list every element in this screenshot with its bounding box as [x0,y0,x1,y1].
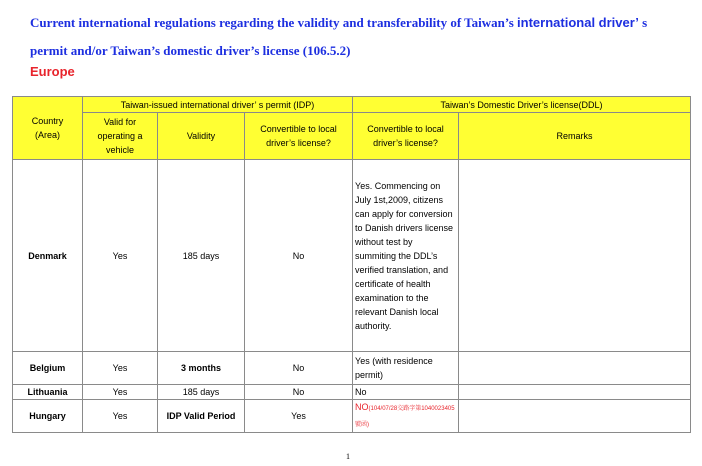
remarks-cell [459,352,691,385]
validity-cell: 185 days [158,385,245,400]
valid-cell: Yes [83,352,158,385]
convertible-idp-cell: Yes [245,400,353,433]
hungary-ddl-reference: (104/07/28交路字第1040023405號函) [355,406,455,428]
table-row [13,352,691,385]
validity-cell: IDP Valid Period [158,400,245,433]
valid-cell: Yes [83,400,158,433]
remarks-cell [459,160,691,352]
title-line-1 [30,9,690,37]
title-text-c: s [638,15,648,30]
header-row-2 [13,113,691,160]
remarks-cell [459,400,691,433]
country-cell: Belgium [13,352,83,385]
header-ddl-group: Taiwan’s Domestic Driver’s license(DDL) [353,97,691,113]
header-country-area: Country (Area) [13,97,83,160]
valid-cell: Yes [83,385,158,400]
header-idp-group: Taiwan-issued international driver’ s permit (IDP) [83,97,353,113]
header-convertible-idp: Convertible to local driver’s license? [245,113,353,160]
table-row [13,400,691,433]
header-convertible-ddl: Convertible to local driver’s license? [353,113,459,160]
country-cell: Lithuania [13,385,83,400]
convertible-ddl-cell: Yes (with residence permit) [353,352,459,385]
hungary-ddl-no: NO [355,402,369,412]
header-remarks: Remarks [459,113,691,160]
title-line-2: permit and/or Taiwan’s domestic driver’s license (106.5.2) [30,43,351,58]
document-title [30,9,690,65]
title-text-a: Current international regulations regarding the validity and transferability of Taiwan’s [30,15,518,30]
validity-cell: 185 days [158,160,245,352]
valid-cell: Yes [83,160,158,352]
convertible-idp-cell: No [245,385,353,400]
header-validity: Validity [158,113,245,160]
country-cell: Denmark [13,160,83,352]
country-cell: Hungary [13,400,83,433]
title-text-b: international driver’ [517,15,639,30]
page-number: 1 [346,452,350,461]
convertible-idp-cell: No [245,352,353,385]
header-row-1 [13,97,691,113]
convertible-ddl-cell: No [353,385,459,400]
region-heading: Europe [30,64,75,79]
convertible-idp-cell: No [245,160,353,352]
table-row [13,160,691,352]
validity-cell: 3 months [158,352,245,385]
convertible-ddl-cell: Yes. Commencing on July 1st,2009, citizens can apply for conversion to Danish drivers license without test by summiting the DDL’s verified translation, and certificate of health examination to the relevant Danish local authority. [353,160,459,352]
header-valid-for: Valid for operating a vehicle [83,113,158,160]
table-row [13,385,691,400]
convertible-ddl-cell [353,400,459,433]
remarks-cell [459,385,691,400]
regulations-table [12,96,691,433]
